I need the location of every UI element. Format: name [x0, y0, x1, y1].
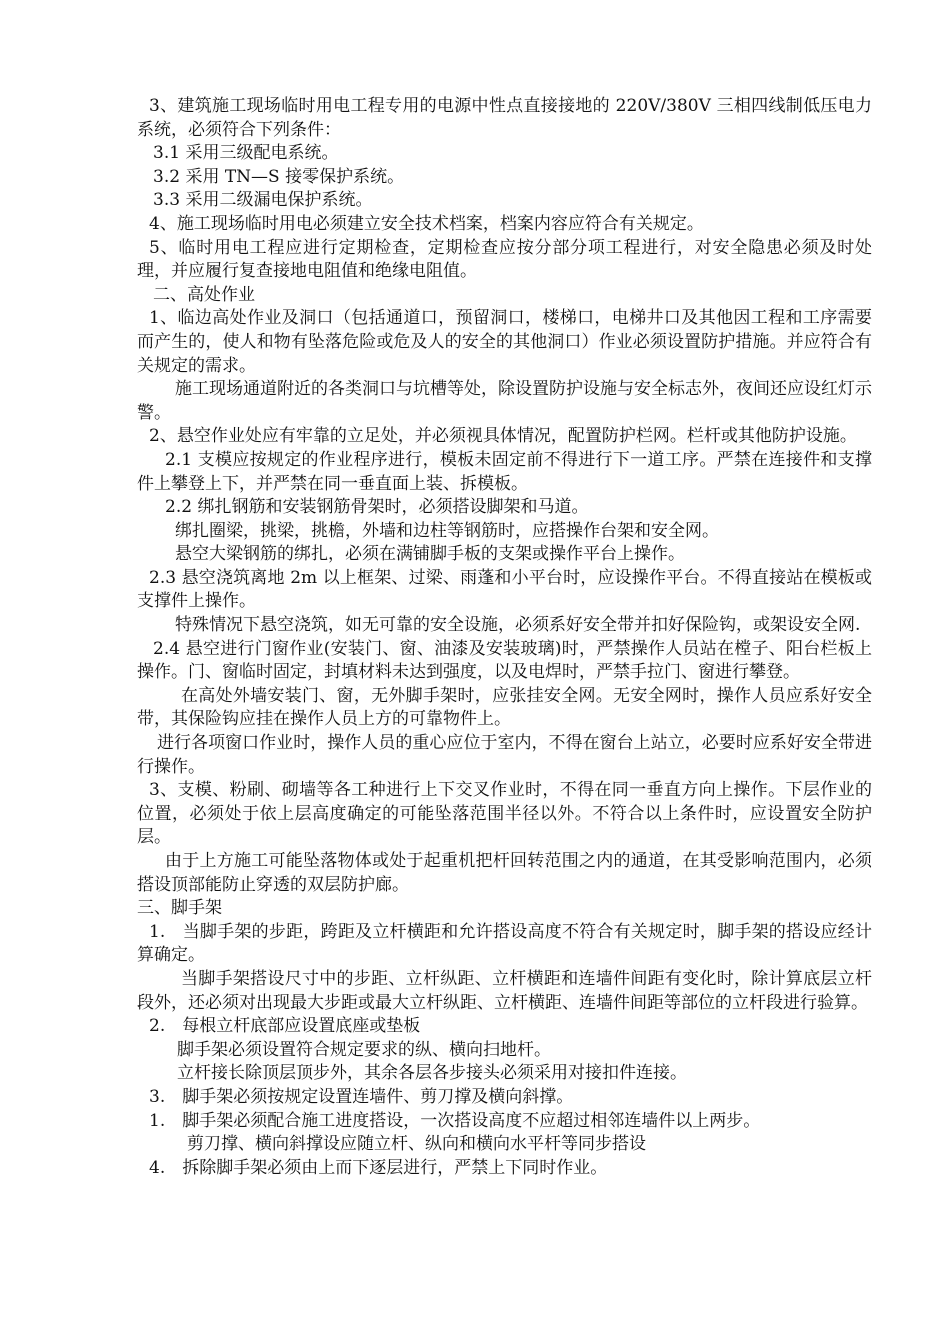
paragraph: 立杆接长除顶层顶步外，其余各层各步接头必须采用对接扣件连接。	[177, 1063, 687, 1084]
paragraph: 2.4 悬空进行门窗作业(安装门、窗、油漆及安装玻璃)时，严禁操作人员站在樘子、阳台栏板上操作。门、窗临时固定，封填材料未达到强度，以及电焊时，严禁手拉门、窗进行攀登。	[137, 638, 872, 683]
document-body	[137, 95, 872, 1180]
paragraph: 在高处外墙安装门、窗，无外脚手架时，应张挂安全网。无安全网时，操作人员应系好安全带，其保险钩应挂在操作人员上方的可靠物件上。	[137, 685, 872, 730]
paragraph: 1. 当脚手架的步距，跨距及立杆横距和允许搭设高度不符合有关规定时，脚手架的搭设应经计算确定。	[137, 921, 872, 966]
paragraph: 2.1 支模应按规定的作业程序进行，模板未固定前不得进行下一道工序。严禁在连接件和支撑件上攀登上下，并严禁在同一垂直面上装、拆模板。	[137, 449, 872, 494]
paragraph: 3、支模、粉刷、砌墙等各工种进行上下交叉作业时，不得在同一垂直方向上操作。下层作业的位置，必须处于依上层高度确定的可能坠落范围半径以外。不符合以上条件时，应设置安全防护层。	[137, 780, 872, 848]
paragraph: 悬空大梁钢筋的绑扎，必须在满铺脚手板的支架或操作平台上操作。	[175, 544, 685, 565]
paragraph: 1、临边高处作业及洞口（包括通道口，预留洞口，楼梯口，电梯井口及其他因工程和工序需要而产生的，使人和物有坠落危险或危及人的安全的其他洞口）作业必须设置防护措施。并应符合有关规定的需求。	[137, 308, 872, 376]
paragraph: 2.3 悬空浇筑离地 2m 以上框架、过梁、雨蓬和小平台时，应设操作平台。不得直接站在模板或支撑件上操作。	[137, 567, 872, 612]
paragraph: 1. 脚手架必须配合施工进度搭设，一次搭设高度不应超过相邻连墙件以上两步。	[149, 1110, 761, 1131]
paragraph: 3、建筑施工现场临时用电工程专用的电源中性点直接接地的 220V/380V 三相四线制低压电力系统，必须符合下列条件：	[137, 96, 872, 140]
paragraph: 3.3 采用二级漏电保护系统。	[153, 190, 373, 211]
paragraph: 4、施工现场临时用电必须建立安全技术档案，档案内容应符合有关规定。	[149, 213, 704, 234]
section-heading: 三、脚手架	[137, 898, 222, 919]
paragraph: 3.1 采用三级配电系统。	[153, 143, 339, 164]
section-heading: 二、高处作业	[153, 284, 255, 305]
paragraph: 3. 脚手架必须按规定设置连墙件、剪刀撑及横向斜撑。	[149, 1086, 574, 1107]
paragraph: 进行各项窗口作业时，操作人员的重心应位于室内，不得在窗台上站立，必要时应系好安全带进行操作。	[137, 733, 872, 777]
paragraph: 3.2 采用 TN—S 接零保护系统。	[153, 166, 405, 187]
paragraph: 由于上方施工可能坠落物体或处于起重机把杆回转范围之内的通道，在其受影响范围内，必须搭设顶部能防止穿透的双层防护廊。	[137, 851, 872, 895]
paragraph: 4. 拆除脚手架必须由上而下逐层进行，严禁上下同时作业。	[149, 1157, 608, 1178]
paragraph: 剪刀撑、横向斜撑设应随立杆、纵向和横向水平杆等同步搭设	[187, 1134, 646, 1155]
paragraph: 2、悬空作业处应有牢靠的立足处，并必须视具体情况，配置防护栏网。栏杆或其他防护设施。	[149, 426, 857, 447]
paragraph: 特殊情况下悬空浇筑，如无可靠的安全设施，必须系好安全带并扣好保险钩，或架设安全网.	[175, 615, 861, 636]
paragraph: 绑扎圈梁，挑梁，挑檐，外墙和边柱等钢筋时，应搭操作台架和安全网。	[175, 520, 719, 541]
paragraph: 当脚手架搭设尺寸中的步距、立杆纵距、立杆横距和连墙件间距有变化时，除计算底层立杆段外，还必须对出现最大步距或最大立杆纵距、立杆横距、连墙件间距等部位的立杆段进行验算。	[137, 968, 872, 1013]
paragraph: 脚手架必须设置符合规定要求的纵、横向扫地杆。	[177, 1039, 551, 1060]
paragraph: 2.2 绑扎钢筋和安装钢筋骨架时，必须搭设脚架和马道。	[165, 497, 589, 518]
paragraph: 5、临时用电工程应进行定期检查，定期检查应按分部分项工程进行，对安全隐患必须及时处理，并应履行复查接地电阻值和绝缘电阻值。	[137, 237, 872, 282]
paragraph: 2. 每根立杆底部应设置底座或垫板	[149, 1016, 421, 1037]
paragraph: 施工现场通道附近的各类洞口与坑槽等处，除设置防护设施与安全标志外，夜间还应设红灯示警。	[137, 379, 872, 423]
